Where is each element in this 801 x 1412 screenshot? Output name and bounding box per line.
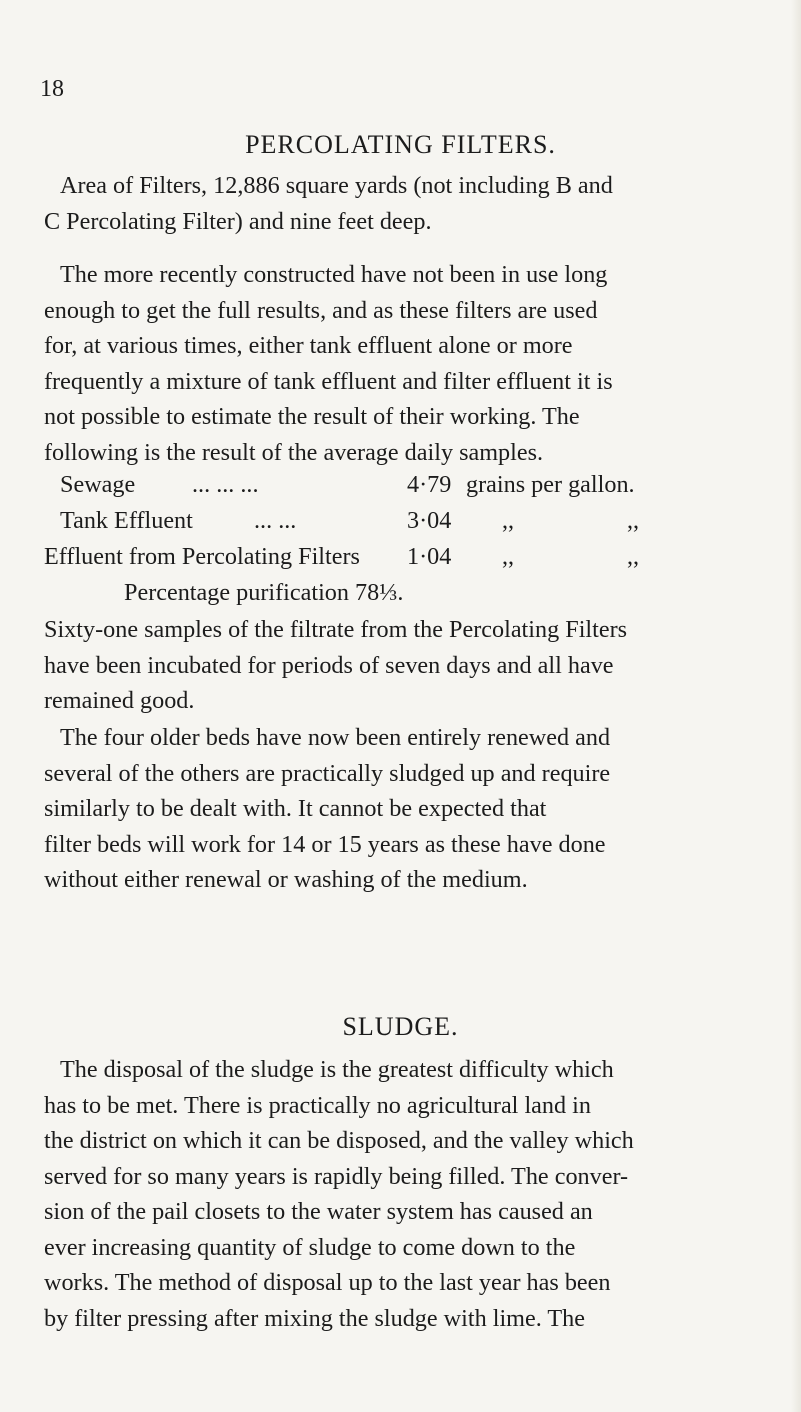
ditto-mark: ,, [627, 543, 640, 570]
paragraph-recent-construction [44, 257, 756, 470]
section-heading-percolating-filters: PERCOLATING FILTERS. [245, 130, 556, 159]
row-label: Tank Effluent [60, 507, 193, 534]
row-unit: grains per gallon. [466, 471, 635, 498]
text-line: The disposal of the sludge is the greatest difficulty which [60, 1056, 614, 1083]
text-line: remained good. [44, 687, 195, 714]
page-number: 18 [40, 76, 64, 102]
text-line: sion of the pail closets to the water system has caused an [44, 1198, 593, 1225]
text-line: filter beds will work for 14 or 15 years as these have done [44, 830, 606, 858]
text-line: several of the others are practically sludged up and require [44, 759, 611, 787]
text-line: frequently a mixture of tank effluent and filter effluent it is [44, 367, 613, 395]
text-line: following is the result of the average daily samples. [44, 438, 544, 466]
text-line: The four older beds have now been entirely renewed and [60, 724, 611, 751]
percentage-purification: Percentage purification 78⅓. [124, 579, 404, 606]
text-line: Sixty-one samples of the filtrate from the Percolating Filters [44, 616, 628, 643]
ditto-mark: ,, [502, 507, 515, 534]
text-line: served for so many years is rapidly being filled. The conver- [44, 1162, 629, 1190]
row-label: Effluent from Percolating Filters [44, 543, 360, 570]
text-line: works. The method of disposal up to the last year has been [44, 1269, 611, 1296]
text-line: has to be met. There is practically no agricultural land in [44, 1091, 591, 1119]
text-line: by filter pressing after mixing the sludge with lime. The [44, 1304, 585, 1332]
text-line: The more recently constructed have not been in use long [60, 261, 608, 288]
row-value: 4·79 [407, 471, 452, 498]
text-line: similarly to be dealt with. It cannot be expected that [44, 795, 547, 822]
leader-dots: ... ... [254, 507, 297, 534]
page-edge-shading [791, 0, 801, 1412]
row-value: 3·04 [407, 507, 452, 534]
text-line: C Percolating Filter) and nine feet deep. [44, 207, 432, 235]
text-line: the district on which it can be disposed, and the valley which [44, 1127, 634, 1154]
ditto-mark: ,, [502, 543, 515, 570]
text-line: Area of Filters, 12,886 square yards (not including B and [60, 172, 613, 199]
text-line: for, at various times, either tank effluent alone or more [44, 332, 573, 359]
text-line: without either renewal or washing of the medium. [44, 866, 528, 893]
text-line: not possible to estimate the result of their working. The [44, 403, 580, 430]
text-line: enough to get the full results, and as these filters are used [44, 296, 598, 324]
paragraph-older-beds [44, 720, 756, 898]
paragraph-sludge-disposal [44, 1052, 756, 1336]
ditto-mark: ,, [627, 507, 640, 534]
section-heading-sludge: SLUDGE. [342, 1012, 459, 1041]
row-value: 1·04 [407, 543, 452, 570]
leader-dots: ... ... ... [192, 471, 259, 498]
paragraph-filter-area [44, 168, 756, 239]
text-line: ever increasing quantity of sludge to come down to the [44, 1233, 576, 1261]
row-label: Sewage [60, 471, 136, 498]
text-line: have been incubated for periods of seven days and all have [44, 651, 614, 679]
paragraph-incubated-samples [44, 612, 756, 719]
